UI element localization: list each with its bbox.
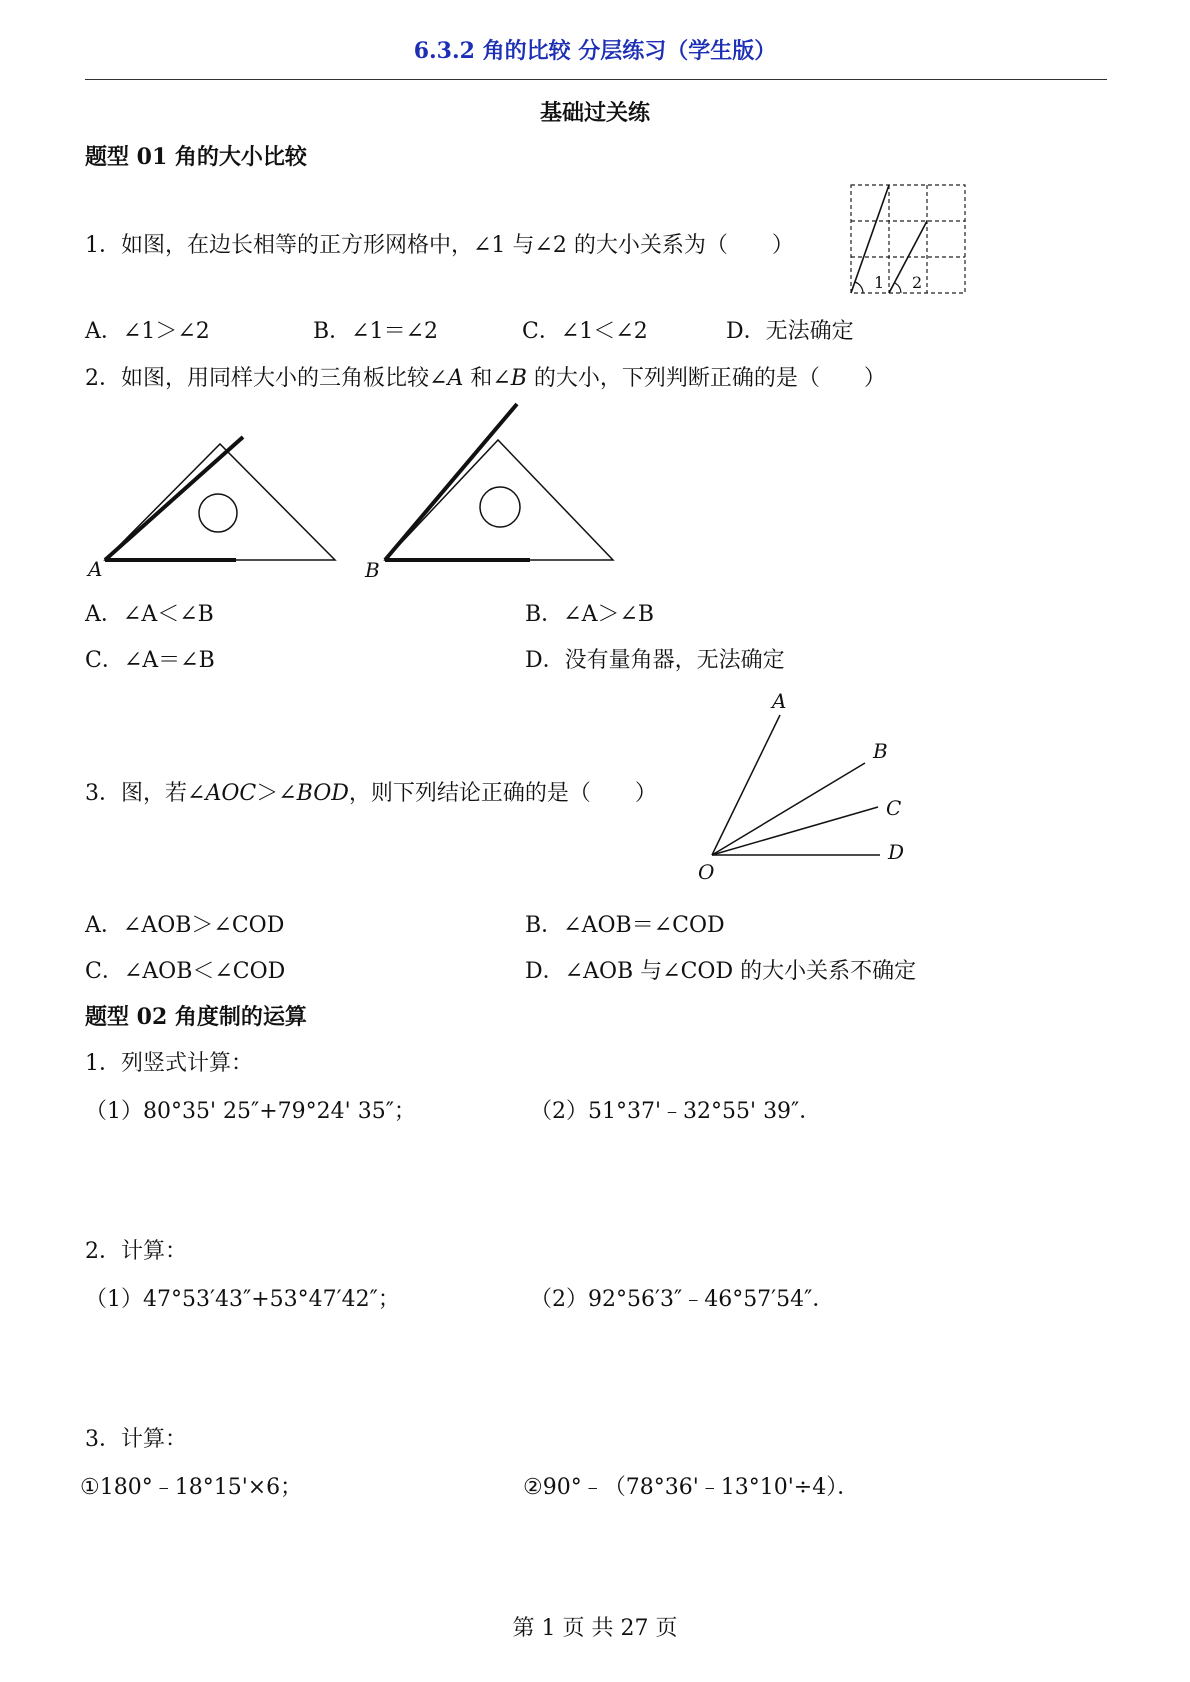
q1-option-b: B．∠1＝∠2 [313, 319, 439, 344]
q3-point-a-label: A [772, 689, 787, 713]
q1-angle-1-label: 1 [874, 273, 885, 292]
q1-grid-figure [850, 184, 970, 296]
q2-triangle-figure-a [85, 400, 345, 580]
q1-option-d: D．无法确定 [726, 319, 854, 344]
q3-point-d-label: D [888, 840, 905, 864]
q1-angle-2-label: 2 [912, 273, 923, 292]
q3-option-b: B．∠AOB＝∠COD [525, 913, 725, 938]
header-rule [85, 79, 1107, 80]
q2-stem: 2．如图，用同样大小的三角板比较∠A 和∠B 的大小，下列判断正确的是（ ） [85, 366, 886, 391]
q3-option-c: C．∠AOB＜∠COD [85, 959, 286, 984]
q1-option-a: A．∠1＞∠2 [85, 319, 210, 344]
q2-triangle-figure-b [363, 400, 623, 582]
t2-q3-part2: ②90°﹣（78°36'﹣13°10'÷4）． [523, 1475, 860, 1500]
t2-q3-part1: ①180°﹣18°15'×6； [80, 1475, 303, 1500]
t2-q1-part2: （2）51°37'﹣32°55' 39″． [530, 1099, 822, 1124]
q2-option-d: D．没有量角器，无法确定 [525, 648, 785, 673]
q2-vertex-b-label: B [365, 558, 380, 582]
q2-option-b: B．∠A＞∠B [525, 602, 655, 627]
t2-q3-stem: 3．计算： [85, 1427, 187, 1452]
q1-stem: 1．如图，在边长相等的正方形网格中，∠1 与∠2 的大小关系为（ ） [85, 233, 794, 258]
q3-rays-figure [690, 690, 920, 890]
document-title: 6.3.2 角的比较 分层练习（学生版） [413, 38, 777, 64]
q3-point-o-label: O [698, 860, 715, 884]
t2-q2-part2: （2）92°56′3″﹣46°57′54″． [530, 1287, 835, 1312]
q2-option-a: A．∠A＜∠B [85, 602, 214, 627]
q2-vertex-a-label: A [88, 557, 103, 581]
t2-q1-stem: 1．列竖式计算： [85, 1051, 253, 1076]
q3-point-b-label: B [873, 739, 888, 763]
q3-stem: 3．图，若∠AOC＞∠BOD，则下列结论正确的是（ ） [85, 781, 657, 806]
type1-heading: 题型 01 角的大小比较 [85, 144, 307, 170]
t2-q2-part1: （1）47°53′43″+53°47′42″； [85, 1287, 400, 1312]
q1-option-c: C．∠1＜∠2 [522, 319, 648, 344]
type2-heading: 题型 02 角度制的运算 [85, 1004, 307, 1030]
q3-option-a: A．∠AOB＞∠COD [85, 913, 285, 938]
q2-option-c: C．∠A＝∠B [85, 648, 215, 673]
section-title: 基础过关练 [539, 100, 650, 126]
q3-option-d: D．∠AOB 与∠COD 的大小关系不确定 [525, 959, 917, 984]
q3-point-c-label: C [886, 796, 902, 820]
t2-q1-part1: （1）80°35' 25″+79°24' 35″； [85, 1099, 416, 1124]
page-footer: 第 1 页 共 27 页 [512, 1616, 678, 1641]
t2-q2-stem: 2．计算： [85, 1239, 187, 1264]
